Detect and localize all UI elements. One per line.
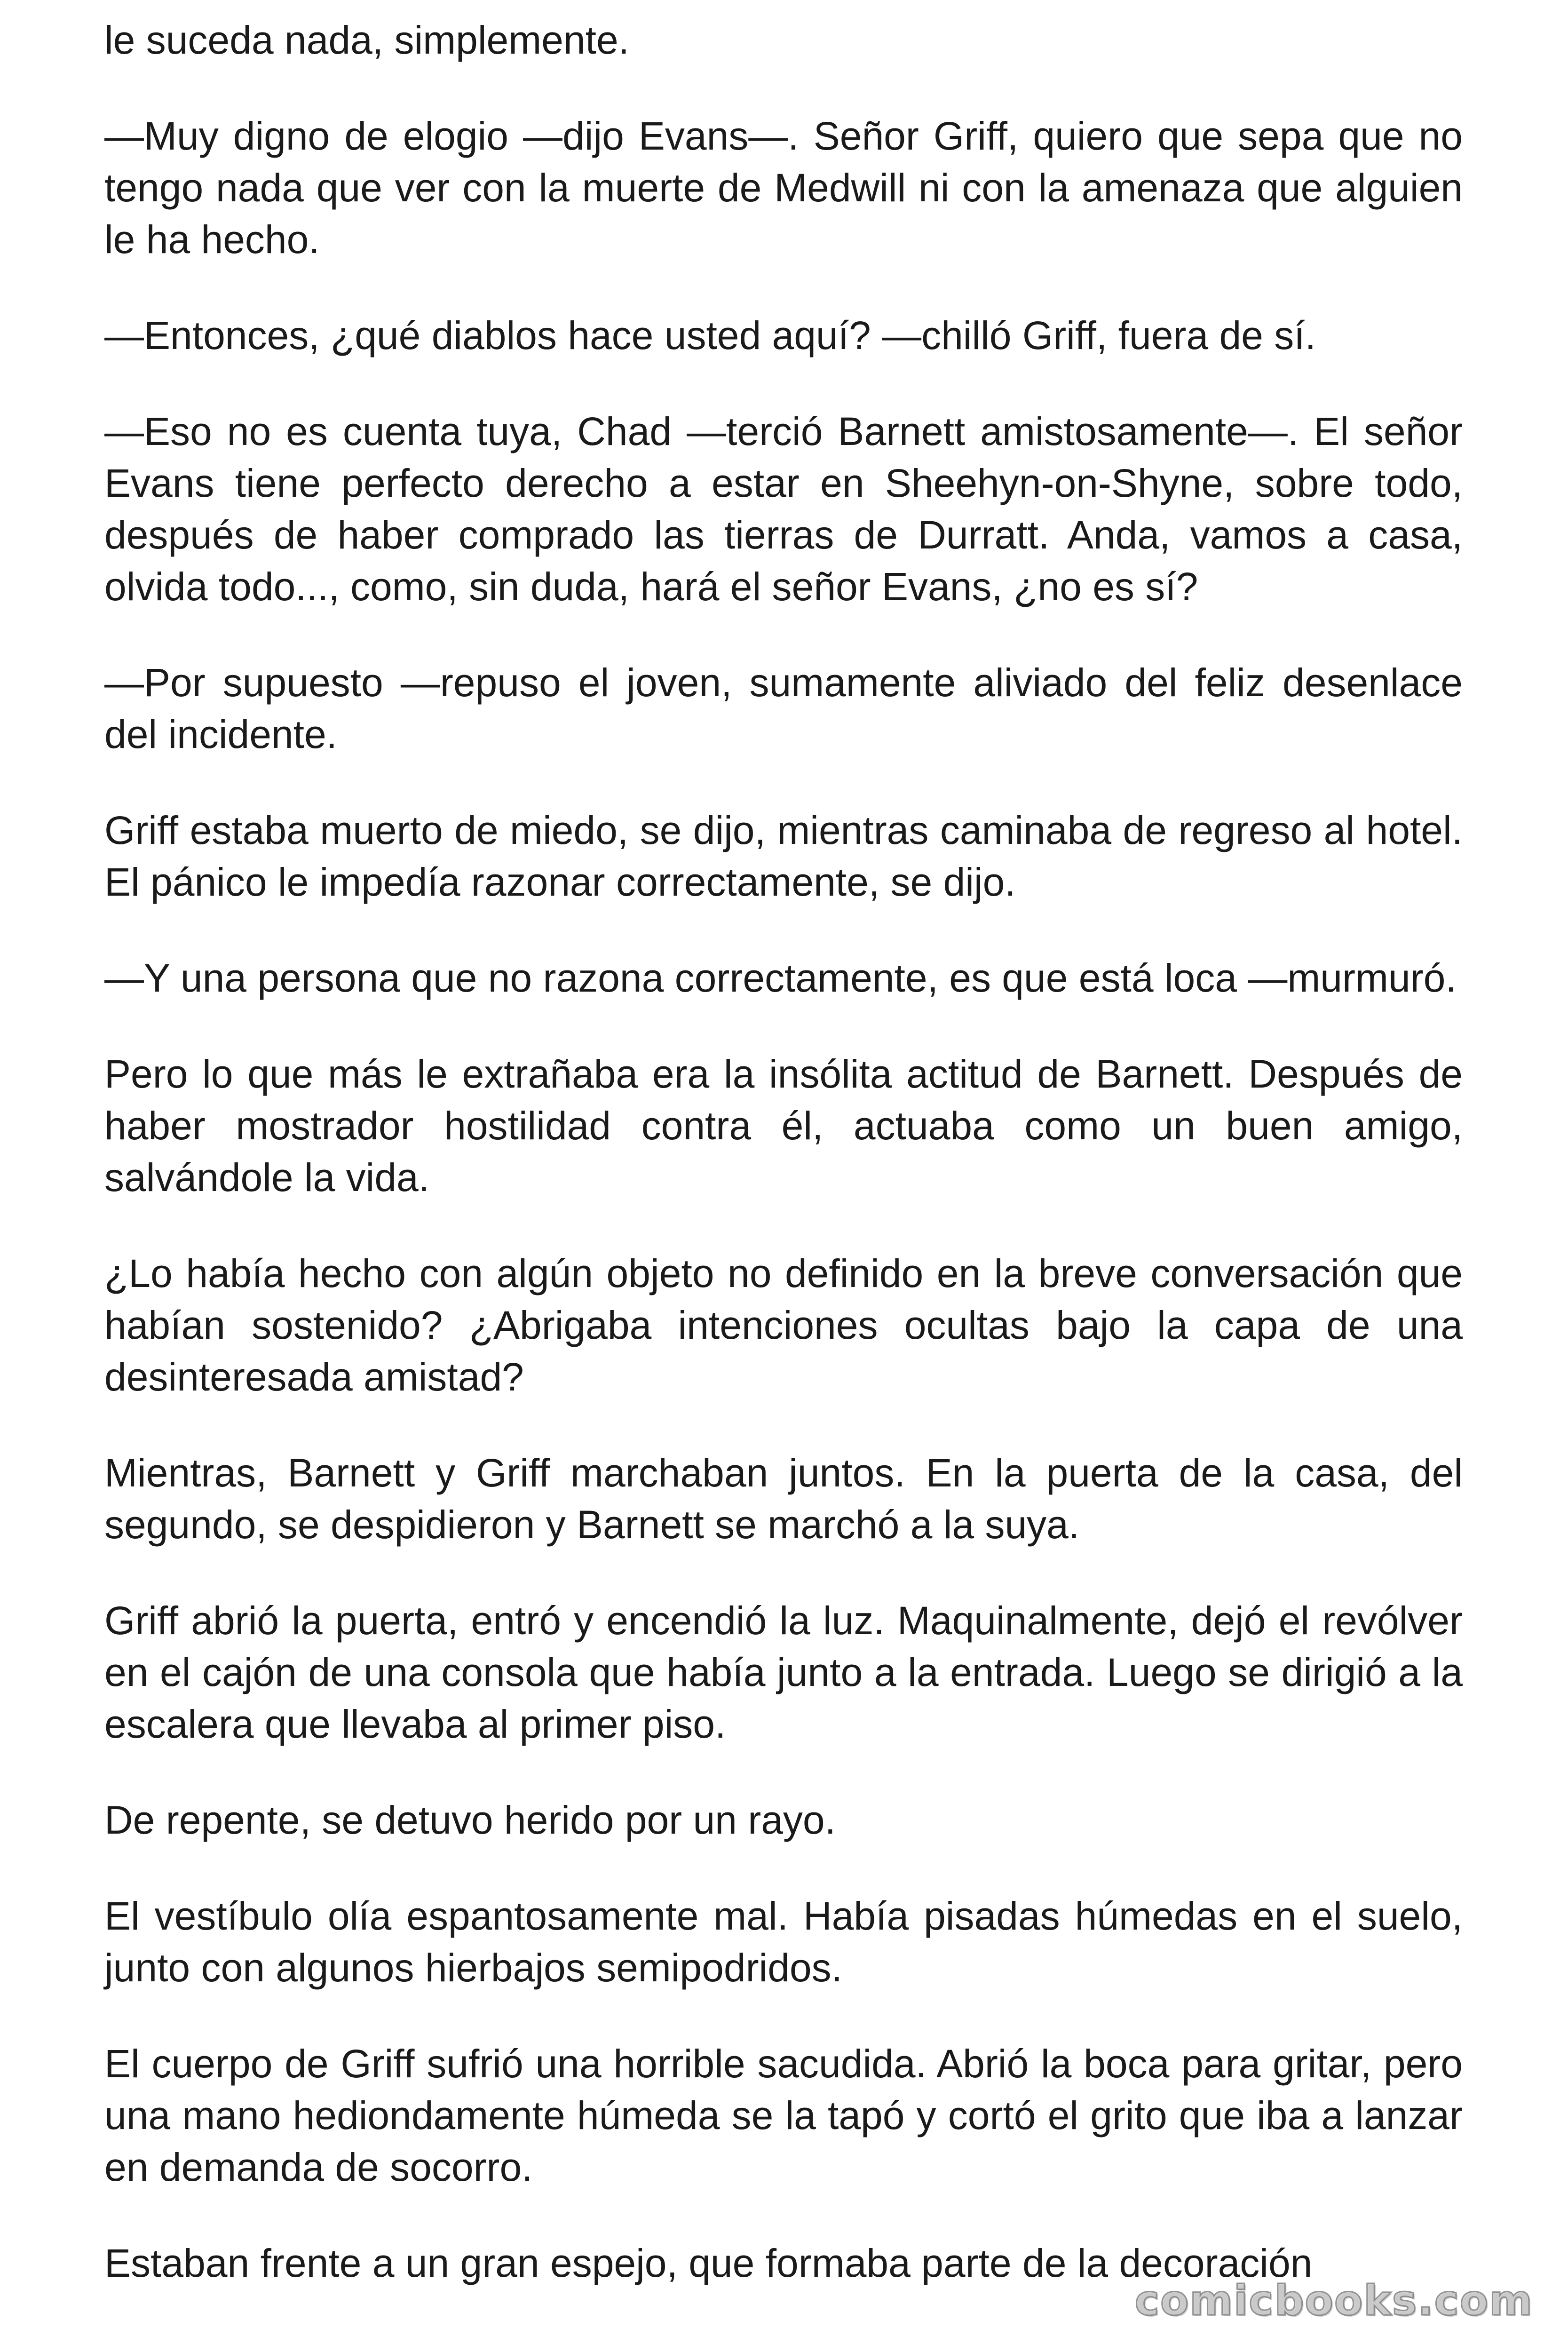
paragraph-1: le suceda nada, simplemente.	[104, 18, 629, 62]
paragraph-5: —Por supuesto —repuso el joven, sumamente aliviado del feliz desenlace del incidente.	[104, 660, 1463, 756]
paragraph-6: Griff estaba muerto de miedo, se dijo, mientras caminaba de regreso al hotel. El pánico le impedía razonar correctamente, se dijo.	[104, 808, 1463, 904]
paragraph-4: —Eso no es cuenta tuya, Chad —terció Barnett amistosamente—. El señor Evans tiene perfecto derecho a estar en Sheehyn-on-Shyne, sobre todo, después de haber comprado las tierras de Durratt. Anda, vamos a casa, olvida todo..., como, sin duda, hará el señor Evans, ¿no es sí?	[104, 409, 1463, 609]
paragraph-3: —Entonces, ¿qué diablos hace usted aquí? —chilló Griff, fuera de sí.	[104, 313, 1316, 358]
watermark-logo: comicbooks.com	[1134, 2276, 1533, 2325]
paragraph-14: El cuerpo de Griff sufrió una horrible sacudida. Abrió la boca para gritar, pero una mano hediondamente húmeda se la tapó y cortó el grito que iba a lanzar en demanda de socorro.	[104, 2042, 1463, 2189]
paragraph-11: Griff abrió la puerta, entró y encendió la luz. Maquinalmente, dejó el revólver en el cajón de una consola que había junto a la entrada. Luego se dirigió a la escalera que llevaba al primer piso.	[104, 1598, 1463, 1746]
paragraph-12: De repente, se detuvo herido por un rayo.	[104, 1798, 836, 1842]
paragraph-2: —Muy digno de elogio —dijo Evans—. Señor Griff, quiero que sepa que no tengo nada que ver con la muerte de Medwill ni con la amenaza que alguien le ha hecho.	[104, 114, 1463, 262]
paragraph-15: Estaban frente a un gran espejo, que formaba parte de la decoración	[104, 2241, 1313, 2285]
paragraph-7: —Y una persona que no razona correctamente, es que está loca —murmuró.	[104, 956, 1457, 1000]
paragraph-13: El vestíbulo olía espantosamente mal. Había pisadas húmedas en el suelo, junto con algunos hierbajos semipodridos.	[104, 1894, 1463, 1990]
paragraph-10: Mientras, Barnett y Griff marchaban juntos. En la puerta de la casa, del segundo, se despidieron y Barnett se marchó a la suya.	[104, 1451, 1463, 1547]
page-body	[104, 14, 1463, 2289]
paragraph-9: ¿Lo había hecho con algún objeto no definido en la breve conversación que habían sostenido? ¿Abrigaba intenciones ocultas bajo la capa de una desinteresada amistad?	[104, 1251, 1463, 1399]
paragraph-8: Pero lo que más le extrañaba era la insólita actitud de Barnett. Después de haber mostrador hostilidad contra él, actuaba como un buen amigo, salvándole la vida.	[104, 1052, 1463, 1200]
